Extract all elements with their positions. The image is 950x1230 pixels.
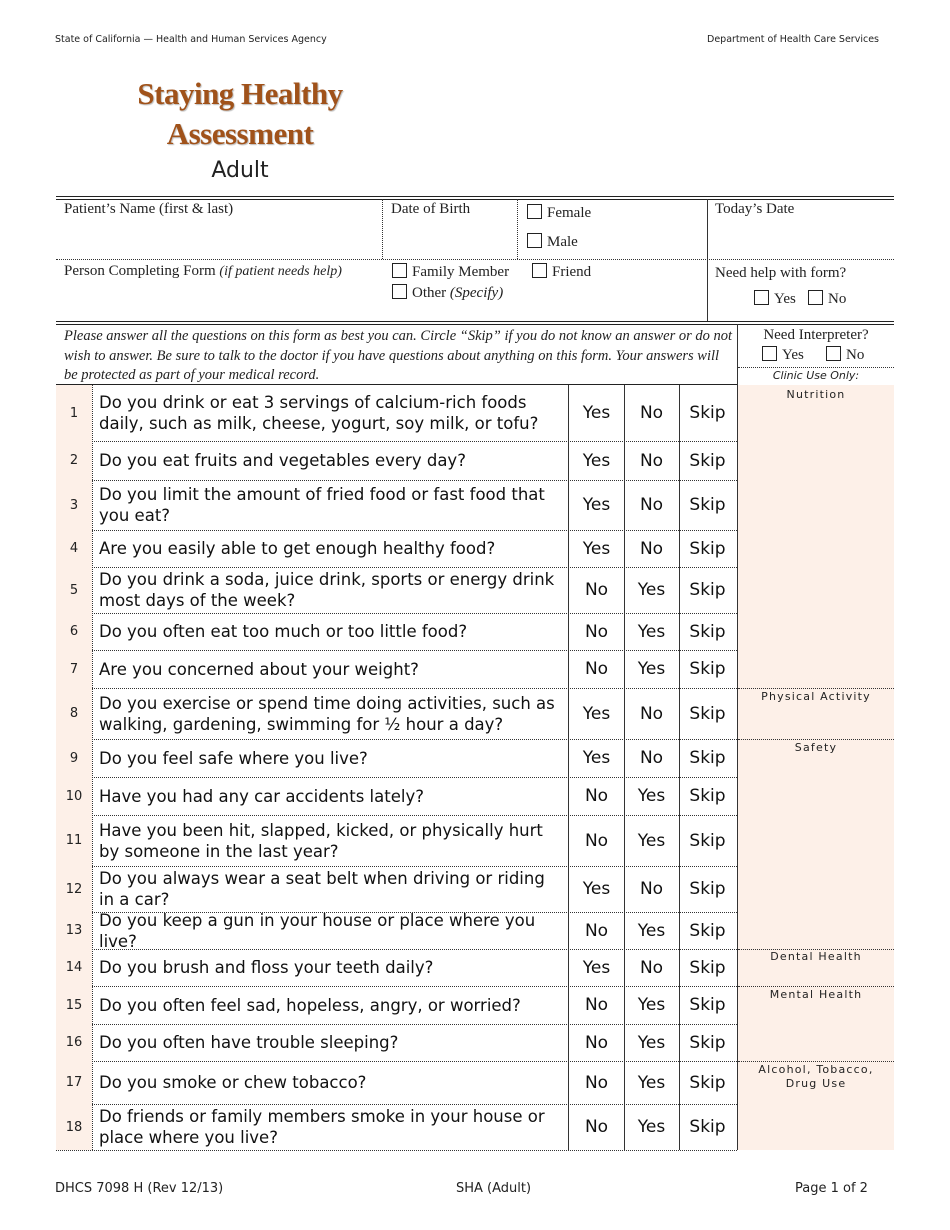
- interpreter-yes-label: Yes: [782, 347, 804, 363]
- other-option[interactable]: [392, 284, 503, 302]
- family-member-option[interactable]: [392, 263, 509, 281]
- question-number: 11: [56, 815, 92, 866]
- answer-option-skip[interactable]: Skip: [689, 1032, 726, 1053]
- need-help-no-option[interactable]: [808, 290, 846, 308]
- question-number: 6: [56, 613, 92, 650]
- answer-option-choice-2[interactable]: Yes: [637, 786, 666, 806]
- need-help-label: Need help with form?: [715, 265, 847, 281]
- need-help-no-checkbox[interactable]: [808, 290, 823, 305]
- answer-option-choice-1[interactable]: No: [584, 1072, 609, 1093]
- question-text: Have you had any car accidents lately?: [99, 786, 424, 806]
- female-option[interactable]: [527, 204, 591, 222]
- answer-option-choice-1[interactable]: Yes: [582, 403, 611, 423]
- question-number: 2: [56, 441, 92, 480]
- need-help-no-label: No: [828, 291, 847, 307]
- answer-option-skip[interactable]: Skip: [689, 995, 726, 1015]
- title-line-1: Staying Healthy: [137, 76, 343, 111]
- answer-option-choice-1[interactable]: No: [584, 830, 609, 851]
- other-checkbox[interactable]: [392, 284, 407, 299]
- category-safety: Safety: [794, 741, 838, 754]
- answer-option-skip[interactable]: Skip: [689, 703, 726, 724]
- interpreter-yes-checkbox[interactable]: [762, 346, 777, 361]
- answer-option-choice-2[interactable]: Yes: [637, 580, 666, 600]
- answer-option-choice-1[interactable]: No: [584, 580, 609, 600]
- other-note: (Specify): [449, 285, 504, 301]
- answer-option-skip[interactable]: Skip: [689, 1072, 726, 1093]
- dob-field[interactable]: [388, 220, 513, 256]
- person-completing-text: Person Completing Form: [64, 263, 216, 279]
- question-text: Have you been hit, slapped, kicked, or physically hurt by someone in the last year?: [99, 820, 543, 861]
- question-text: Do you exercise or spend time doing activities, such as walking, gardening, swimming for ½ hour a day?: [99, 693, 555, 734]
- question-text: Do you drink or eat 3 servings of calcium-rich foods daily, such as milk, cheese, yogurt, soy milk, or tofu?: [99, 393, 539, 433]
- female-checkbox[interactable]: [527, 204, 542, 219]
- question-text: Do you brush and floss your teeth daily?: [99, 958, 434, 977]
- todays-date-label: Today’s Date: [715, 201, 795, 217]
- answer-option-choice-2[interactable]: Yes: [637, 920, 666, 941]
- question-number: 9: [56, 739, 92, 777]
- question-text: Do you keep a gun in your house or place where you live?: [99, 910, 536, 951]
- other-label: Other: [412, 285, 447, 301]
- answer-option-choice-1[interactable]: No: [584, 621, 609, 642]
- question-text: Do you always wear a seat belt when driving or riding in a car?: [99, 869, 545, 909]
- question-number: 1: [56, 385, 92, 441]
- question-text: Do you often feel sad, hopeless, angry, or worried?: [99, 995, 521, 1015]
- question-number: 4: [56, 530, 92, 567]
- answer-option-choice-1[interactable]: No: [584, 1032, 609, 1053]
- question-text: Do you often eat too much or too little food?: [99, 622, 468, 641]
- male-checkbox[interactable]: [527, 233, 542, 248]
- category-physical-activity: Physical Activity: [761, 690, 871, 703]
- person-completing-note: (if patient needs help): [219, 264, 342, 279]
- question-number: 3: [56, 480, 92, 530]
- question-text: Do you feel safe where you live?: [99, 748, 368, 768]
- answer-option-skip[interactable]: Skip: [689, 786, 726, 806]
- answer-option-choice-2[interactable]: Yes: [637, 995, 666, 1015]
- question-text: Do friends or family members smoke in your house or place where you live?: [99, 1107, 545, 1147]
- question-number: 18: [56, 1104, 92, 1150]
- answer-option-choice-2[interactable]: No: [639, 495, 664, 515]
- clinic-use-label: Clinic Use Only:: [772, 369, 860, 382]
- form-name: SHA (Adult): [456, 1181, 532, 1196]
- answer-option-choice-1[interactable]: Yes: [582, 879, 611, 899]
- department-name: Department of Health Care Services: [707, 34, 879, 45]
- friend-label: Friend: [552, 264, 592, 280]
- answer-option-skip[interactable]: Skip: [689, 920, 726, 941]
- title-line-2: Assessment: [166, 116, 314, 151]
- need-help-yes-label: Yes: [774, 291, 796, 307]
- answer-option-choice-1[interactable]: No: [584, 659, 609, 679]
- answer-option-choice-1[interactable]: Yes: [582, 748, 611, 768]
- answer-option-skip[interactable]: Skip: [689, 450, 726, 471]
- answer-option-skip[interactable]: Skip: [689, 748, 726, 768]
- answer-option-choice-1[interactable]: No: [584, 786, 609, 806]
- answer-option-choice-1[interactable]: No: [584, 1117, 609, 1137]
- answer-option-choice-1[interactable]: No: [584, 920, 609, 941]
- answer-option-choice-2[interactable]: Yes: [637, 621, 666, 642]
- row-separator: [56, 1150, 737, 1151]
- female-label: Female: [547, 205, 592, 221]
- page-title: [100, 74, 380, 154]
- form-id: DHCS 7098 H (Rev 12/13): [55, 1181, 224, 1196]
- patient-name-label: Patient’s Name (first & last): [64, 201, 234, 217]
- title-subtitle: Adult: [211, 158, 269, 183]
- question-text: Do you drink a soda, juice drink, sports or energy drink most days of the week?: [99, 570, 555, 610]
- dob-label: Date of Birth: [391, 201, 471, 217]
- answer-option-choice-1[interactable]: Yes: [582, 703, 611, 724]
- need-help-yes-option[interactable]: [754, 290, 796, 308]
- question-number: 17: [56, 1061, 92, 1104]
- person-completing-label: [64, 263, 342, 280]
- answer-option-choice-2[interactable]: Yes: [637, 1032, 666, 1053]
- category-nutrition: Nutrition: [786, 388, 846, 401]
- answer-option-choice-1[interactable]: Yes: [582, 538, 611, 559]
- instructions-text: Please answer all the questions on this form as best you can. Circle “Skip” if you do not know an answer or do not wish to answer. Be sure to talk to the doctor if you have questions about anything on this form. Your answers will be protected as part of your medical record.: [64, 328, 733, 383]
- question-text: Do you smoke or chew tobacco?: [99, 1073, 367, 1092]
- answer-option-skip[interactable]: Skip: [689, 830, 726, 851]
- male-option[interactable]: [527, 233, 578, 251]
- answer-option-choice-2[interactable]: No: [639, 879, 664, 899]
- interpreter-no-checkbox[interactable]: [826, 346, 841, 361]
- answer-option-skip[interactable]: Skip: [689, 659, 726, 679]
- answer-option-skip[interactable]: Skip: [689, 957, 726, 978]
- friend-option[interactable]: [532, 263, 591, 281]
- family-member-checkbox[interactable]: [392, 263, 407, 278]
- patient-name-field[interactable]: [60, 220, 378, 256]
- answer-option-choice-2[interactable]: No: [639, 748, 664, 768]
- family-member-label: Family Member: [412, 264, 510, 280]
- answer-option-choice-2[interactable]: No: [639, 957, 664, 978]
- clinic-use-column: [738, 385, 894, 1150]
- interpreter-no-label: No: [846, 347, 865, 363]
- answer-option-skip[interactable]: Skip: [689, 879, 726, 899]
- agency-name: State of California — Health and Human Services Agency: [55, 34, 327, 45]
- question-number: 15: [56, 986, 92, 1024]
- page-number: Page 1 of 2: [795, 1181, 868, 1196]
- question-number: 5: [56, 567, 92, 613]
- interpreter-label: Need Interpreter?: [763, 327, 869, 343]
- question-number: 7: [56, 650, 92, 688]
- answer-option-choice-2[interactable]: No: [639, 538, 664, 559]
- friend-checkbox[interactable]: [532, 263, 547, 278]
- answer-option-choice-2[interactable]: No: [639, 403, 664, 423]
- question-text: Are you concerned about your weight?: [99, 659, 419, 679]
- need-help-yes-checkbox[interactable]: [754, 290, 769, 305]
- answer-option-choice-1[interactable]: Yes: [582, 957, 611, 978]
- answer-option-choice-1[interactable]: Yes: [582, 450, 611, 471]
- answer-option-choice-2[interactable]: Yes: [637, 1117, 666, 1137]
- question-text: Do you eat fruits and vegetables every day?: [99, 451, 466, 470]
- question-text: Do you limit the amount of fried food or fast food that you eat?: [99, 485, 545, 525]
- answer-option-skip[interactable]: Skip: [689, 1117, 726, 1137]
- question-text: Are you easily able to get enough healthy food?: [99, 539, 496, 558]
- answer-option-choice-2[interactable]: Yes: [637, 1072, 666, 1093]
- answer-option-choice-2[interactable]: No: [639, 703, 664, 724]
- category-dental-health: Dental Health: [770, 950, 862, 963]
- interpreter-no-option[interactable]: [826, 346, 864, 364]
- question-number: 12: [56, 866, 92, 912]
- question-number: 10: [56, 777, 92, 815]
- male-label: Male: [547, 234, 578, 250]
- answer-option-skip[interactable]: Skip: [689, 403, 726, 423]
- category-mental-health: Mental Health: [769, 988, 863, 1001]
- question-number: 14: [56, 949, 92, 986]
- answer-option-choice-2[interactable]: Yes: [637, 659, 666, 679]
- answer-option-choice-1[interactable]: Yes: [582, 495, 611, 515]
- question-text: Do you often have trouble sleeping?: [99, 1033, 399, 1052]
- question-number: 16: [56, 1024, 92, 1061]
- answer-option-skip[interactable]: Skip: [689, 538, 726, 559]
- question-number: 13: [56, 912, 92, 949]
- question-number: 8: [56, 688, 92, 739]
- answer-option-skip[interactable]: Skip: [689, 621, 726, 642]
- answer-option-choice-2[interactable]: No: [639, 450, 664, 471]
- interpreter-yes-option[interactable]: [762, 346, 804, 364]
- answer-option-choice-1[interactable]: No: [584, 995, 609, 1015]
- answer-option-choice-2[interactable]: Yes: [637, 830, 666, 851]
- answer-option-skip[interactable]: Skip: [689, 580, 726, 600]
- answer-option-skip[interactable]: Skip: [689, 495, 726, 515]
- todays-date-field[interactable]: [712, 220, 890, 256]
- category-alcohol-tobacco-drug: Alcohol, Tobacco, Drug Use: [758, 1063, 874, 1090]
